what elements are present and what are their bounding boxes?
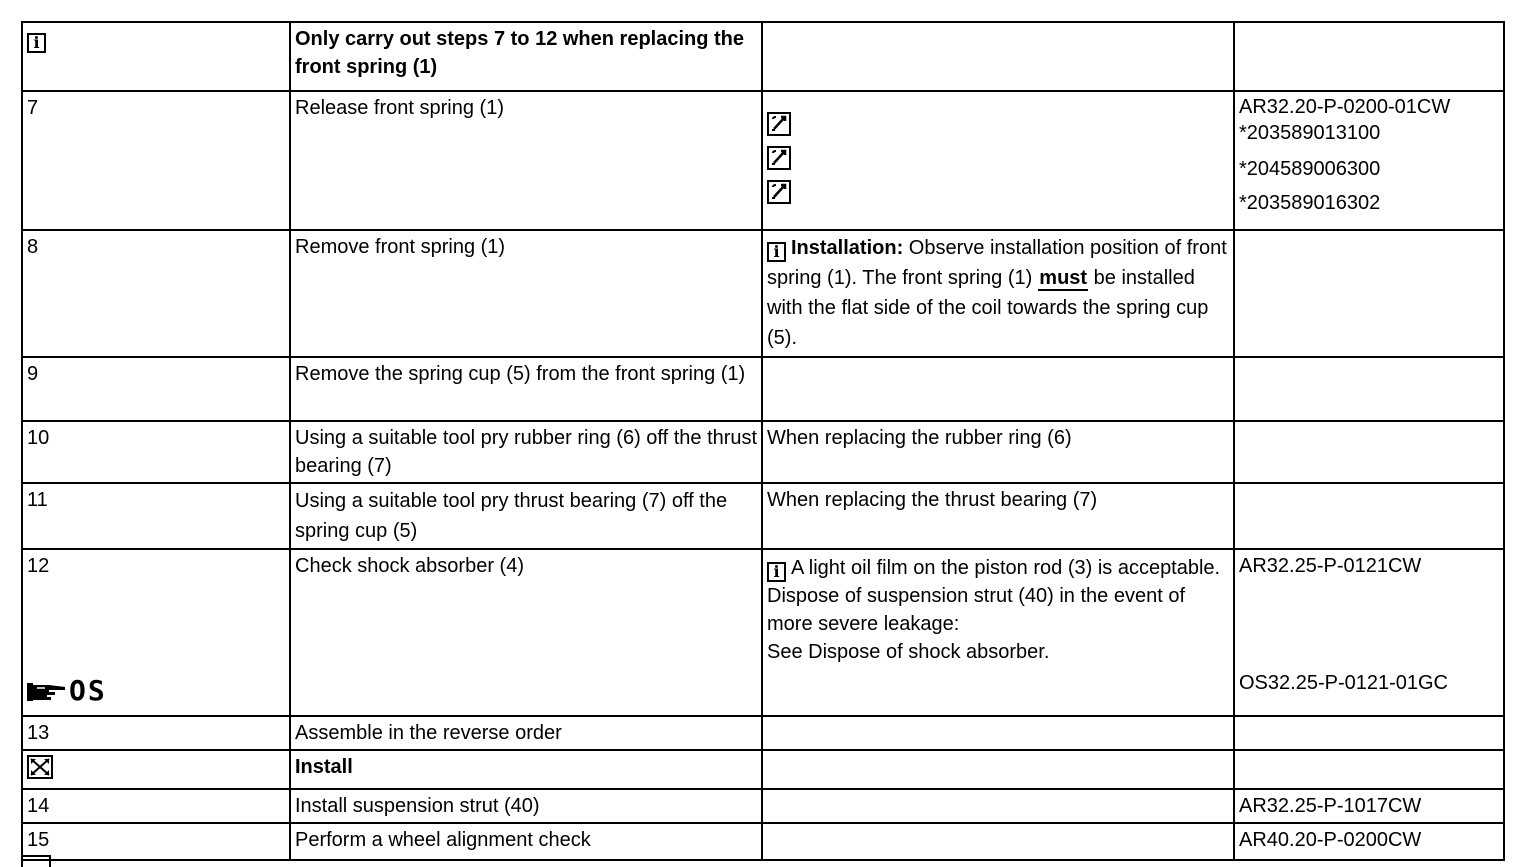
step-action: Assemble in the reverse order <box>290 716 762 750</box>
step-note: When replacing the rubber ring (6) <box>762 421 1234 483</box>
table-row <box>22 549 1504 716</box>
step-action: Check shock absorber (4) <box>290 549 762 716</box>
table-row <box>22 421 1504 483</box>
reference-link[interactable]: AR40.20-P-0200CW <box>1234 823 1504 860</box>
table-row <box>22 823 1504 860</box>
step-number: 8 <box>22 230 290 357</box>
step-action: Install suspension strut (40) <box>290 789 762 823</box>
table-row <box>22 22 1504 91</box>
step-number: 7 <box>22 91 290 230</box>
step-action: Remove the spring cup (5) from the front spring (1) <box>290 357 762 421</box>
special-tool-icon <box>767 112 791 136</box>
table-row <box>22 357 1504 421</box>
step-action: Release front spring (1) <box>290 91 762 230</box>
step-number: 15 <box>22 823 290 860</box>
step-number: 12 <box>27 555 50 577</box>
tool-number: *204589006300 <box>1239 158 1381 180</box>
reference-link[interactable]: AR32.25-P-1017CW <box>1234 789 1504 823</box>
pointing-hand-icon <box>25 679 69 703</box>
tool-number: *203589013100 <box>1239 122 1381 144</box>
table-row <box>22 230 1504 357</box>
installation-label: Installation: <box>791 237 904 259</box>
must-emphasis: must <box>1039 267 1088 289</box>
step-number: 10 <box>22 421 290 483</box>
step-action: Perform a wheel alignment check <box>290 823 762 860</box>
step-number: 13 <box>22 716 290 750</box>
step-number: 11 <box>22 483 290 549</box>
step-note: Dispose of suspension strut (40) in the event of more severe leakage: <box>767 585 1186 635</box>
installation-note: Observe installation position of front spring (1). The front spring (1) <box>767 237 1227 289</box>
procedure-table <box>21 21 1505 861</box>
step-action: Using a suitable tool pry thrust bearing (7) off the spring cup (5) <box>290 483 762 549</box>
table-row <box>22 483 1504 549</box>
special-tool-icon <box>767 146 791 170</box>
installation-note-cont: be installed with the flat side of the coil towards the spring cup (5). <box>767 267 1209 349</box>
step-note: When replacing the thrust bearing (7) <box>762 483 1234 549</box>
step-action: Only carry out steps 7 to 12 when replacing the front spring (1) <box>290 22 762 91</box>
table-row <box>22 750 1504 789</box>
step-number: 14 <box>22 789 290 823</box>
table-row <box>22 716 1504 750</box>
info-icon: i <box>767 562 786 582</box>
special-tool-icon <box>767 180 791 204</box>
table-row <box>22 789 1504 823</box>
install-icon <box>27 755 53 779</box>
table-row <box>22 91 1504 230</box>
reference-link[interactable]: AR32.20-P-0200-01CW <box>1239 96 1451 118</box>
reference-link[interactable]: OS32.25-P-0121-01GC <box>1239 672 1449 694</box>
reference-link[interactable]: AR32.25-P-0121CW <box>1239 555 1422 577</box>
step-note: A light oil film on the piston rod (3) is acceptable. <box>791 557 1221 579</box>
os-reference[interactable]: OS <box>25 677 107 705</box>
step-note: See Dispose of shock absorber. <box>767 641 1050 663</box>
tool-number: *203589016302 <box>1239 192 1381 214</box>
step-number: 9 <box>22 357 290 421</box>
info-icon: i <box>27 33 46 53</box>
next-row-icon-stub <box>21 855 51 867</box>
step-action: Install <box>290 750 762 789</box>
step-action: Using a suitable tool pry rubber ring (6) off the thrust bearing (7) <box>290 421 762 483</box>
info-icon: i <box>767 242 786 262</box>
step-action: Remove front spring (1) <box>290 230 762 357</box>
